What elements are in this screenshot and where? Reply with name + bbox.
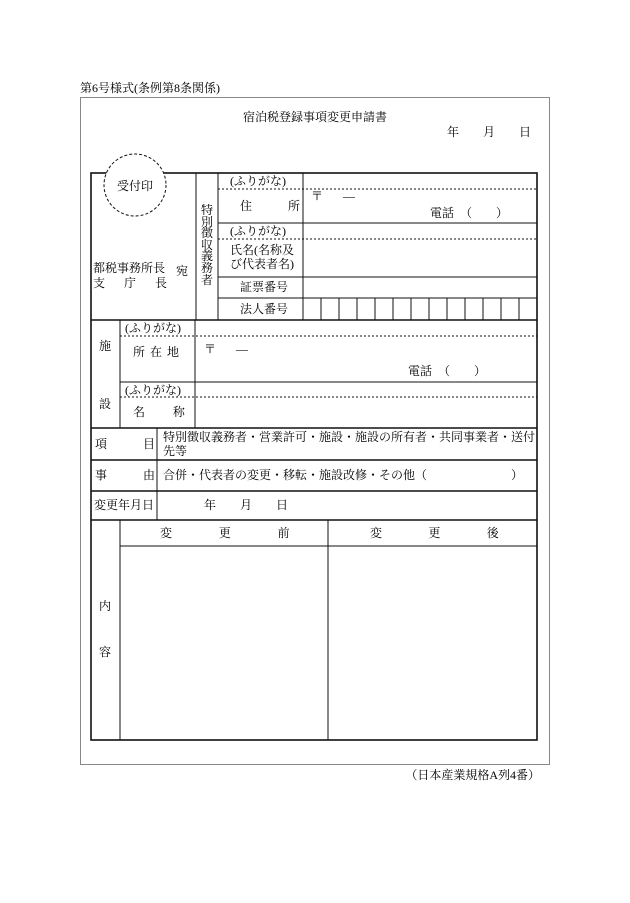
facility-postal-dash: — <box>236 342 248 356</box>
items-value: 特別徴収義務者・営業許可・施設・施設の所有者・共同事業者・送付先等 <box>163 430 536 458</box>
collector-furigana-label: (ふりがな) <box>230 174 286 188</box>
addressee-suffix: 宛 <box>176 264 189 278</box>
collector-address-label: 住 所 <box>240 199 305 213</box>
contents-before-area <box>121 547 327 739</box>
reason-label: 事 由 <box>95 468 160 482</box>
items-label: 項 目 <box>95 437 160 451</box>
change-date-label: 変更年月日 <box>94 498 155 512</box>
addressee-line2: 支 庁 長 <box>93 276 171 290</box>
contents-after-area <box>329 547 536 739</box>
collector-name-label: 氏名(名称及び代表者名) <box>230 243 294 271</box>
facility-furigana-label-2: (ふりがな) <box>125 383 181 397</box>
contents-after-header: 変 更 後 <box>370 526 502 540</box>
facility-heading: 施設 <box>99 339 112 411</box>
collector-certificate-number-label: 証票番号 <box>240 280 289 294</box>
facility-postal-mark: 〒 <box>204 342 217 356</box>
change-date-value: 年 月 日 <box>204 498 289 512</box>
form-number: 第6号様式(条例第8条関係) <box>80 81 220 95</box>
application-date: 年 月 日 <box>447 125 532 139</box>
collector-postal-mark: 〒 <box>311 189 324 203</box>
reception-stamp-label: 受付印 <box>116 179 153 193</box>
collector-phone: 電話 （ ） <box>430 206 509 220</box>
facility-phone: 電話 （ ） <box>408 364 487 378</box>
collector-postal-dash: — <box>343 189 355 203</box>
facility-furigana-label: (ふりがな) <box>125 321 181 335</box>
addressee-line1: 都税事務所長 <box>93 261 166 275</box>
contents-before-header: 変 更 前 <box>160 526 293 540</box>
collector-corporate-number-label: 法人番号 <box>240 302 289 316</box>
contents-heading: 内容 <box>99 599 112 659</box>
paper-size-note: （日本産業規格A列4番） <box>405 768 540 782</box>
reason-value: 合併・代表者の変更・移転・施設改修・その他（ ） <box>163 468 524 482</box>
form-title: 宿泊税登録事項変更申請書 <box>242 110 387 124</box>
facility-name-label: 名 称 <box>133 405 187 419</box>
collector-furigana-label-2: (ふりがな) <box>230 224 286 238</box>
facility-location-label: 所 在 地 <box>133 345 181 359</box>
collector-heading: 特別徴収義務者 <box>201 203 214 287</box>
